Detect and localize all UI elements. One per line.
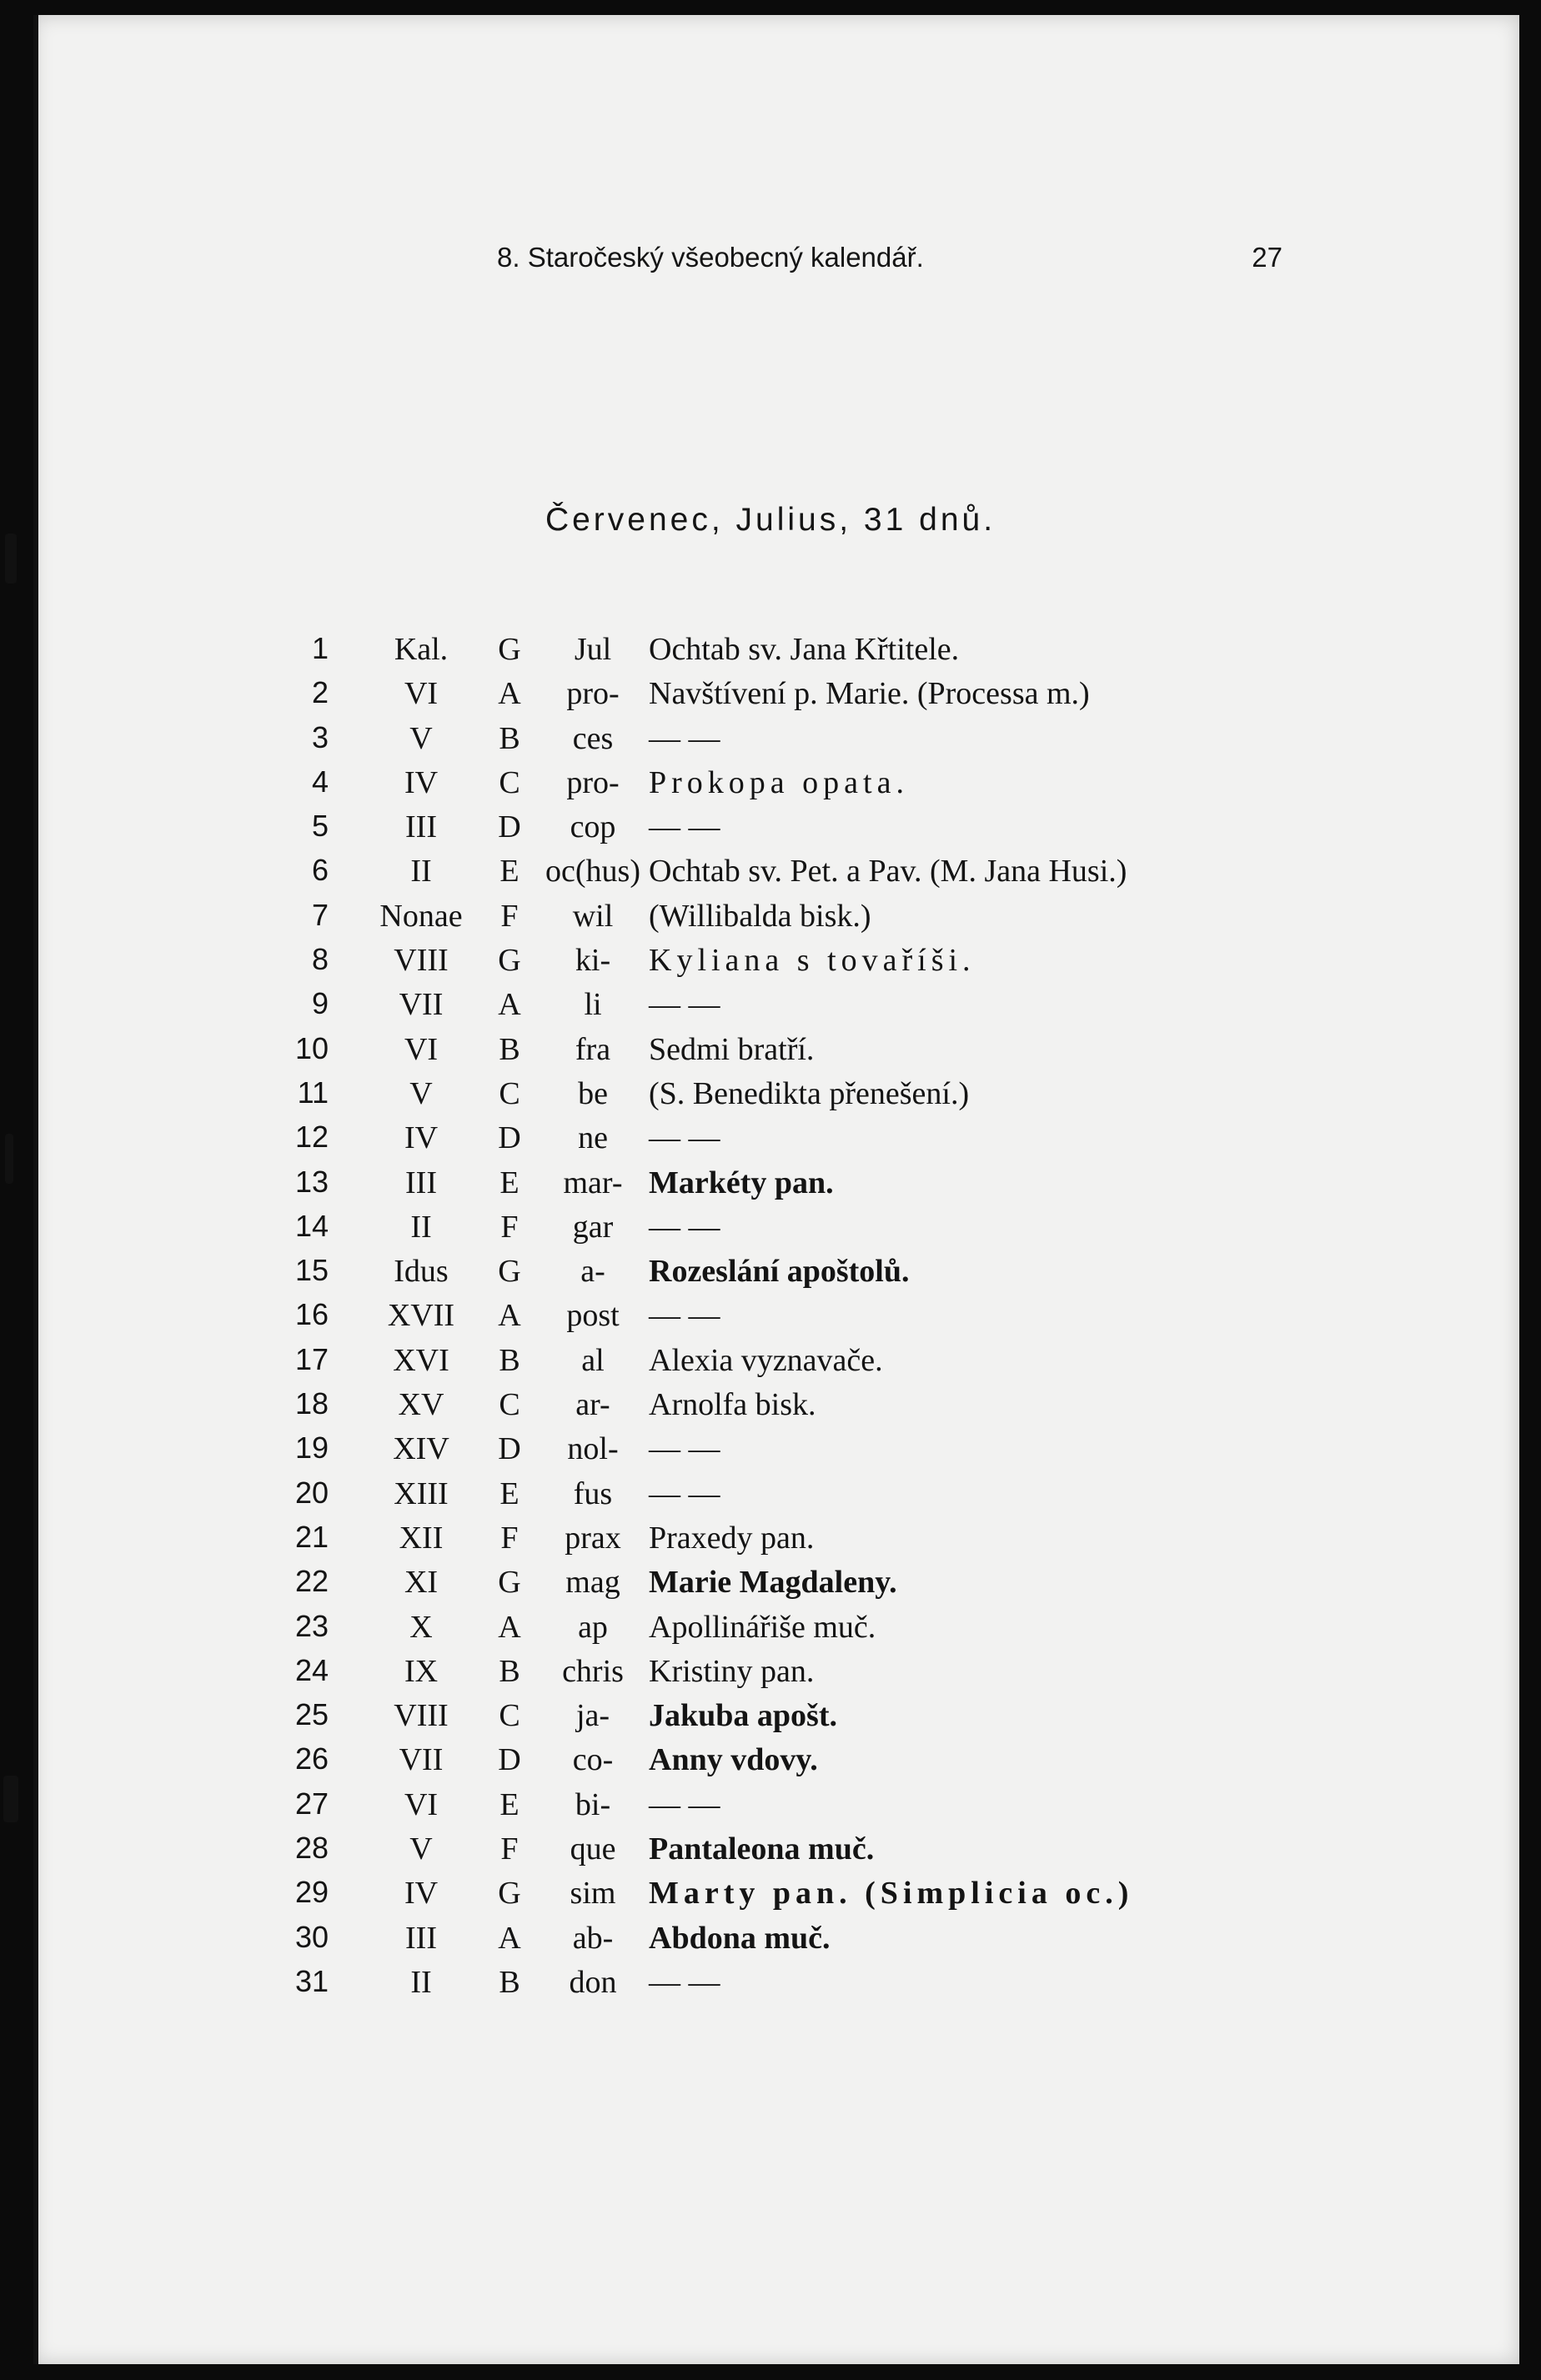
dominical-letter: A xyxy=(498,676,521,712)
cisiojanus-syllable: fra xyxy=(575,1031,611,1067)
cisiojanus-syllable: be xyxy=(578,1075,608,1111)
dominical-letter: E xyxy=(499,1786,520,1822)
cisiojanus-syllable: bi- xyxy=(575,1786,611,1822)
dominical-letter: C xyxy=(499,1387,520,1423)
day-number: 27 xyxy=(294,1786,329,1821)
dominical-letter: A xyxy=(498,1609,521,1645)
roman-date: VIII xyxy=(394,943,449,979)
dominical-letter: D xyxy=(498,809,521,845)
roman-date: IV xyxy=(404,1120,439,1156)
day-number: 4 xyxy=(311,764,329,799)
dominical-letter: F xyxy=(500,898,519,934)
day-number: 6 xyxy=(311,853,329,888)
feast-name: — — xyxy=(649,987,720,1023)
cisiojanus-syllable: don xyxy=(569,1964,617,2000)
dominical-letter: B xyxy=(499,1342,520,1378)
cisiojanus-syllable: ces xyxy=(572,720,614,756)
cisiojanus-syllable: oc(hus) xyxy=(545,854,640,889)
day-number: 25 xyxy=(294,1697,329,1732)
feast-name: Kyliana s tovaříši. xyxy=(649,943,976,979)
roman-date: XIV xyxy=(393,1431,449,1467)
calendar-row xyxy=(0,1476,1541,1520)
roman-date: II xyxy=(410,854,432,889)
feast-name: Marty pan. (Simplicia oc.) xyxy=(649,1876,1134,1912)
calendar-row xyxy=(0,1431,1541,1475)
cisiojanus-syllable: mar- xyxy=(563,1165,623,1200)
cisiojanus-syllable: fus xyxy=(573,1476,613,1511)
dominical-letter: A xyxy=(498,1920,521,1956)
roman-date: VIII xyxy=(394,1698,449,1734)
calendar-row xyxy=(0,675,1541,719)
day-number: 14 xyxy=(294,1208,329,1243)
feast-name: — — xyxy=(649,1476,720,1511)
calendar-row xyxy=(0,1031,1541,1075)
dominical-letter: B xyxy=(499,1964,520,2000)
dominical-letter: F xyxy=(500,1520,519,1556)
day-number: 29 xyxy=(294,1875,329,1910)
cisiojanus-syllable: ap xyxy=(578,1609,608,1645)
roman-date: VI xyxy=(404,676,439,712)
calendar-row xyxy=(0,1386,1541,1431)
cisiojanus-syllable: co- xyxy=(572,1742,614,1778)
dominical-letter: F xyxy=(500,1831,519,1867)
roman-date: IV xyxy=(404,764,439,800)
calendar-row xyxy=(0,764,1541,809)
feast-name: — — xyxy=(649,809,720,845)
dominical-letter: G xyxy=(498,632,521,667)
roman-date: VI xyxy=(404,1786,439,1822)
cisiojanus-syllable: wil xyxy=(572,898,614,934)
calendar-row xyxy=(0,942,1541,986)
dominical-letter: G xyxy=(498,1254,521,1290)
feast-name: — — xyxy=(649,1964,720,2000)
day-number: 20 xyxy=(294,1475,329,1510)
calendar-row xyxy=(0,1920,1541,1964)
month-title: Červenec, Julius, 31 dnů. xyxy=(545,502,996,538)
feast-name: Praxedy pan. xyxy=(649,1520,815,1556)
feast-name: Abdona muč. xyxy=(649,1920,831,1956)
day-number: 10 xyxy=(294,1030,329,1065)
feast-name: Sedmi bratří. xyxy=(649,1031,815,1067)
cisiojanus-syllable: ja- xyxy=(575,1698,610,1734)
cisiojanus-syllable: al xyxy=(581,1342,605,1378)
calendar-row xyxy=(0,1609,1541,1653)
feast-name: (Willibalda bisk.) xyxy=(649,898,871,934)
dominical-letter: G xyxy=(498,1565,521,1601)
day-number: 30 xyxy=(294,1919,329,1954)
roman-date: XIII xyxy=(394,1476,449,1511)
feast-name: — — xyxy=(649,1209,720,1245)
cisiojanus-syllable: sim xyxy=(570,1876,616,1912)
roman-date: X xyxy=(409,1609,433,1645)
calendar-row xyxy=(0,631,1541,675)
dominical-letter: E xyxy=(499,1476,520,1511)
roman-date: XV xyxy=(398,1387,444,1423)
roman-date: XI xyxy=(404,1565,439,1601)
feast-name: Prokopa opata. xyxy=(649,764,909,800)
dominical-letter: C xyxy=(499,1698,520,1734)
dominical-letter: B xyxy=(499,1031,520,1067)
feast-name: Arnolfa bisk. xyxy=(649,1387,816,1423)
calendar-row xyxy=(0,1831,1541,1875)
calendar-row xyxy=(0,809,1541,853)
feast-name: — — xyxy=(649,720,720,756)
dominical-letter: E xyxy=(499,1165,520,1200)
calendar-row xyxy=(0,853,1541,897)
cisiojanus-syllable: ar- xyxy=(575,1387,610,1423)
day-number: 26 xyxy=(294,1741,329,1776)
day-number: 12 xyxy=(294,1120,329,1155)
dominical-letter: B xyxy=(499,720,520,756)
day-number: 18 xyxy=(294,1386,329,1421)
roman-date: XVII xyxy=(387,1298,455,1334)
cisiojanus-syllable: post xyxy=(566,1298,620,1334)
cisiojanus-syllable: pro- xyxy=(566,764,620,800)
calendar-row xyxy=(0,720,1541,764)
day-number: 16 xyxy=(294,1297,329,1332)
feast-name: — — xyxy=(649,1786,720,1822)
cisiojanus-syllable: que xyxy=(570,1831,616,1867)
cisiojanus-syllable: prax xyxy=(565,1520,621,1556)
roman-date: XII xyxy=(399,1520,444,1556)
calendar-row xyxy=(0,986,1541,1030)
dominical-letter: D xyxy=(498,1431,521,1467)
roman-date: V xyxy=(409,720,433,756)
dominical-letter: G xyxy=(498,1876,521,1912)
cisiojanus-syllable: cop xyxy=(570,809,616,845)
calendar-row xyxy=(0,1520,1541,1564)
feast-name: Navštívení p. Marie. (Processa m.) xyxy=(649,676,1090,712)
calendar-row xyxy=(0,1741,1541,1786)
day-number: 19 xyxy=(294,1431,329,1466)
roman-date: IV xyxy=(404,1876,439,1912)
dominical-letter: A xyxy=(498,1298,521,1334)
calendar-row xyxy=(0,1564,1541,1608)
feast-name: — — xyxy=(649,1431,720,1467)
day-number: 22 xyxy=(294,1564,329,1599)
roman-date: II xyxy=(410,1964,432,2000)
day-number: 21 xyxy=(294,1519,329,1554)
feast-name: (S. Benedikta přenešení.) xyxy=(649,1075,970,1111)
roman-date: III xyxy=(405,1920,437,1956)
calendar-row xyxy=(0,1653,1541,1697)
day-number: 23 xyxy=(294,1608,329,1643)
calendar-row xyxy=(0,1253,1541,1297)
calendar-row xyxy=(0,1120,1541,1164)
calendar-row xyxy=(0,1075,1541,1120)
cisiojanus-syllable: ne xyxy=(578,1120,608,1156)
feast-name: — — xyxy=(649,1298,720,1334)
day-number: 9 xyxy=(311,986,329,1021)
dominical-letter: B xyxy=(499,1653,520,1689)
roman-date: IX xyxy=(404,1653,439,1689)
roman-date: Idus xyxy=(394,1254,449,1290)
feast-name: Rozeslání apoštolů. xyxy=(649,1254,910,1290)
calendar-table xyxy=(0,631,1541,2008)
dominical-letter: A xyxy=(498,987,521,1023)
calendar-row xyxy=(0,898,1541,942)
feast-name: Pantaleona muč. xyxy=(649,1831,875,1867)
calendar-row xyxy=(0,1209,1541,1253)
calendar-row xyxy=(0,1786,1541,1831)
roman-date: VII xyxy=(399,987,444,1023)
dominical-letter: D xyxy=(498,1742,521,1778)
cisiojanus-syllable: mag xyxy=(565,1565,620,1601)
running-header xyxy=(497,242,1289,283)
roman-date: V xyxy=(409,1831,433,1867)
roman-date: VII xyxy=(399,1742,444,1778)
roman-date: III xyxy=(405,1165,437,1200)
dominical-letter: C xyxy=(499,764,520,800)
day-number: 3 xyxy=(311,719,329,754)
roman-date: V xyxy=(409,1075,433,1111)
calendar-row xyxy=(0,1964,1541,2008)
day-number: 13 xyxy=(294,1164,329,1199)
roman-date: XVI xyxy=(393,1342,449,1378)
edge-mark xyxy=(5,534,17,584)
feast-name: Apollinářiše muč. xyxy=(649,1609,876,1645)
cisiojanus-syllable: nol- xyxy=(567,1431,619,1467)
calendar-row xyxy=(0,1165,1541,1209)
dominical-letter: C xyxy=(499,1075,520,1111)
feast-name: Marie Magdaleny. xyxy=(649,1565,897,1601)
feast-name: Ochtab sv. Pet. a Pav. (M. Jana Husi.) xyxy=(649,854,1127,889)
cisiojanus-syllable: ab- xyxy=(572,1920,614,1956)
feast-name: Markéty pan. xyxy=(649,1165,834,1200)
feast-name: Kristiny pan. xyxy=(649,1653,815,1689)
roman-date: III xyxy=(405,809,437,845)
day-number: 31 xyxy=(294,1963,329,1998)
roman-date: Nonae xyxy=(379,898,463,934)
day-number: 24 xyxy=(294,1652,329,1687)
dominical-letter: G xyxy=(498,943,521,979)
feast-name: — — xyxy=(649,1120,720,1156)
feast-name: Anny vdovy. xyxy=(649,1742,818,1778)
day-number: 2 xyxy=(311,675,329,710)
cisiojanus-syllable: gar xyxy=(572,1209,614,1245)
day-number: 11 xyxy=(297,1075,329,1110)
cisiojanus-syllable: a- xyxy=(580,1254,605,1290)
day-number: 28 xyxy=(294,1831,329,1866)
cisiojanus-syllable: pro- xyxy=(566,676,620,712)
feast-name: Ochtab sv. Jana Křtitele. xyxy=(649,632,960,667)
day-number: 5 xyxy=(311,809,329,844)
day-number: 7 xyxy=(311,897,329,932)
feast-name: Alexia vyznavače. xyxy=(649,1342,883,1378)
cisiojanus-syllable: chris xyxy=(562,1653,624,1689)
roman-date: II xyxy=(410,1209,432,1245)
page-number: 27 xyxy=(1252,242,1282,273)
roman-date: Kal. xyxy=(394,632,449,667)
roman-date: VI xyxy=(404,1031,439,1067)
calendar-row xyxy=(0,1697,1541,1741)
day-number: 15 xyxy=(294,1253,329,1288)
cisiojanus-syllable: ki- xyxy=(575,943,611,979)
header-title: 8. Staročeský všeobecný kalendář. xyxy=(497,242,924,273)
calendar-row xyxy=(0,1875,1541,1919)
dominical-letter: D xyxy=(498,1120,521,1156)
calendar-row xyxy=(0,1342,1541,1386)
dominical-letter: F xyxy=(500,1209,519,1245)
day-number: 17 xyxy=(294,1341,329,1376)
cisiojanus-syllable: li xyxy=(584,987,602,1023)
day-number: 1 xyxy=(311,631,329,665)
calendar-row xyxy=(0,1297,1541,1341)
feast-name: Jakuba apošt. xyxy=(649,1698,837,1734)
day-number: 8 xyxy=(311,942,329,977)
cisiojanus-syllable: Jul xyxy=(574,632,612,667)
dominical-letter: E xyxy=(499,854,520,889)
